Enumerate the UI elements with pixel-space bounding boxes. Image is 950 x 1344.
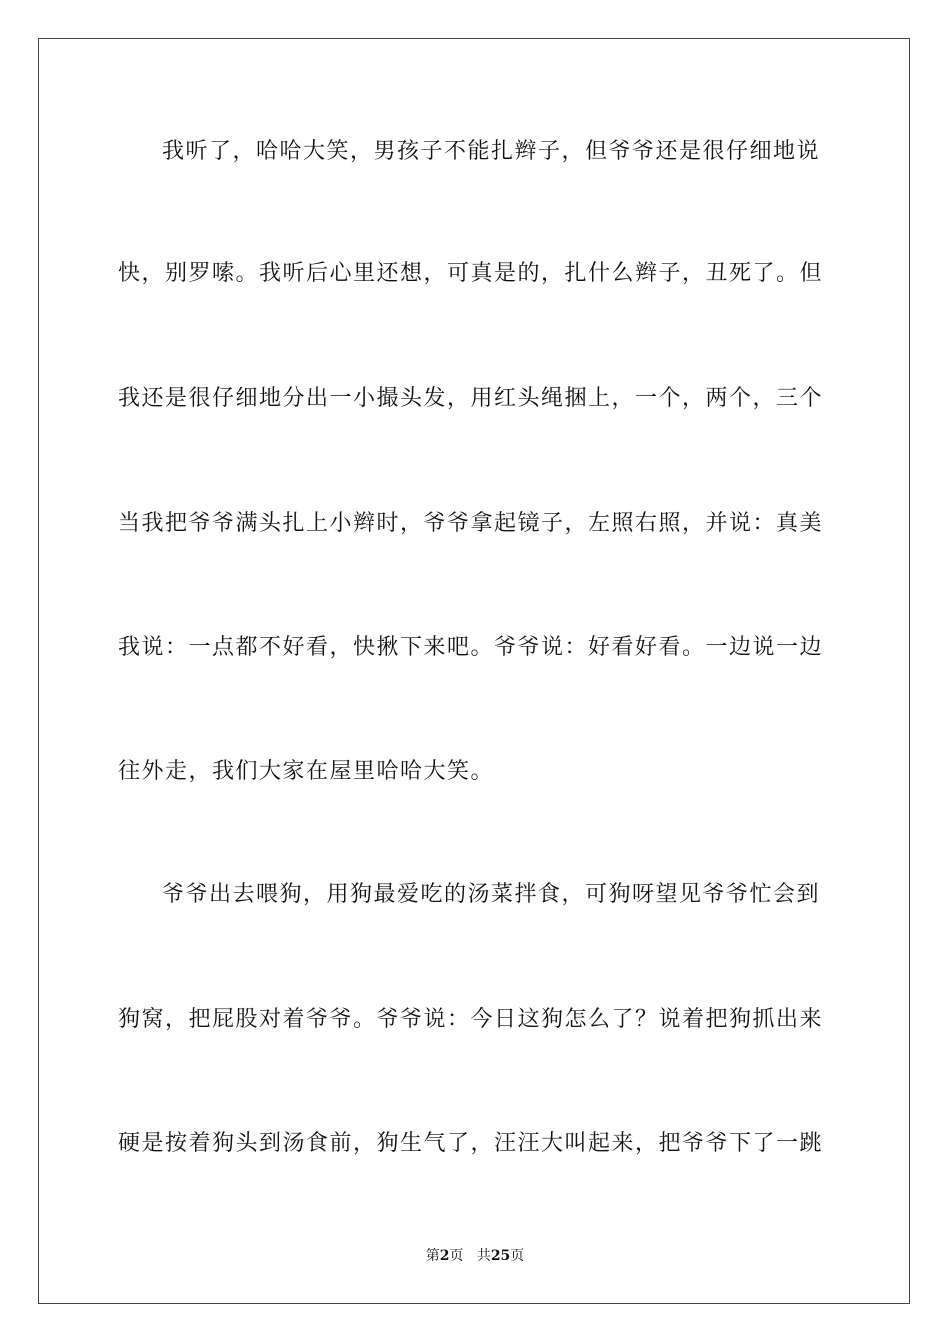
text-line-4: 当我把爷爷满头扎上小辫时，爷爷拿起镜子，左照右照，并说：真美 — [118, 511, 824, 536]
total-page-count: 25 — [490, 1248, 511, 1264]
page-footer — [0, 1247, 950, 1265]
text-line-2: 快，别罗嗦。我听后心里还想，可真是的，扎什么辫子，丑死了。但 — [118, 261, 824, 286]
text-line-8: 狗窝，把屁股对着爷爷。爷爷说：今日这狗怎么了？说着把狗抓出来 — [118, 1007, 824, 1032]
page-unit: 页 — [449, 1248, 464, 1264]
text-line-1: 我听了，哈哈大笑，男孩子不能扎辫子，但爷爷还是很仔细地说 — [162, 139, 821, 164]
current-page-number: 2 — [439, 1248, 450, 1264]
total-prefix: 共 — [476, 1248, 491, 1264]
page-border — [38, 38, 910, 1304]
total-unit: 页 — [510, 1248, 525, 1264]
text-line-9: 硬是按着狗头到汤食前，狗生气了，汪汪大叫起来，把爷爷下了一跳 — [118, 1131, 824, 1156]
text-line-3: 我还是很仔细地分出一小撮头发，用红头绳捆上，一个，两个，三个 — [118, 386, 824, 411]
page-prefix: 第 — [425, 1248, 440, 1264]
text-line-5: 我说：一点都不好看，快揪下来吧。爷爷说：好看好看。一边说一边 — [118, 635, 824, 660]
text-line-6: 往外走，我们大家在屋里哈哈大笑。 — [118, 759, 495, 784]
text-line-7: 爷爷出去喂狗，用狗最爱吃的汤菜拌食，可狗呀望见爷爷忙会到 — [162, 882, 821, 907]
